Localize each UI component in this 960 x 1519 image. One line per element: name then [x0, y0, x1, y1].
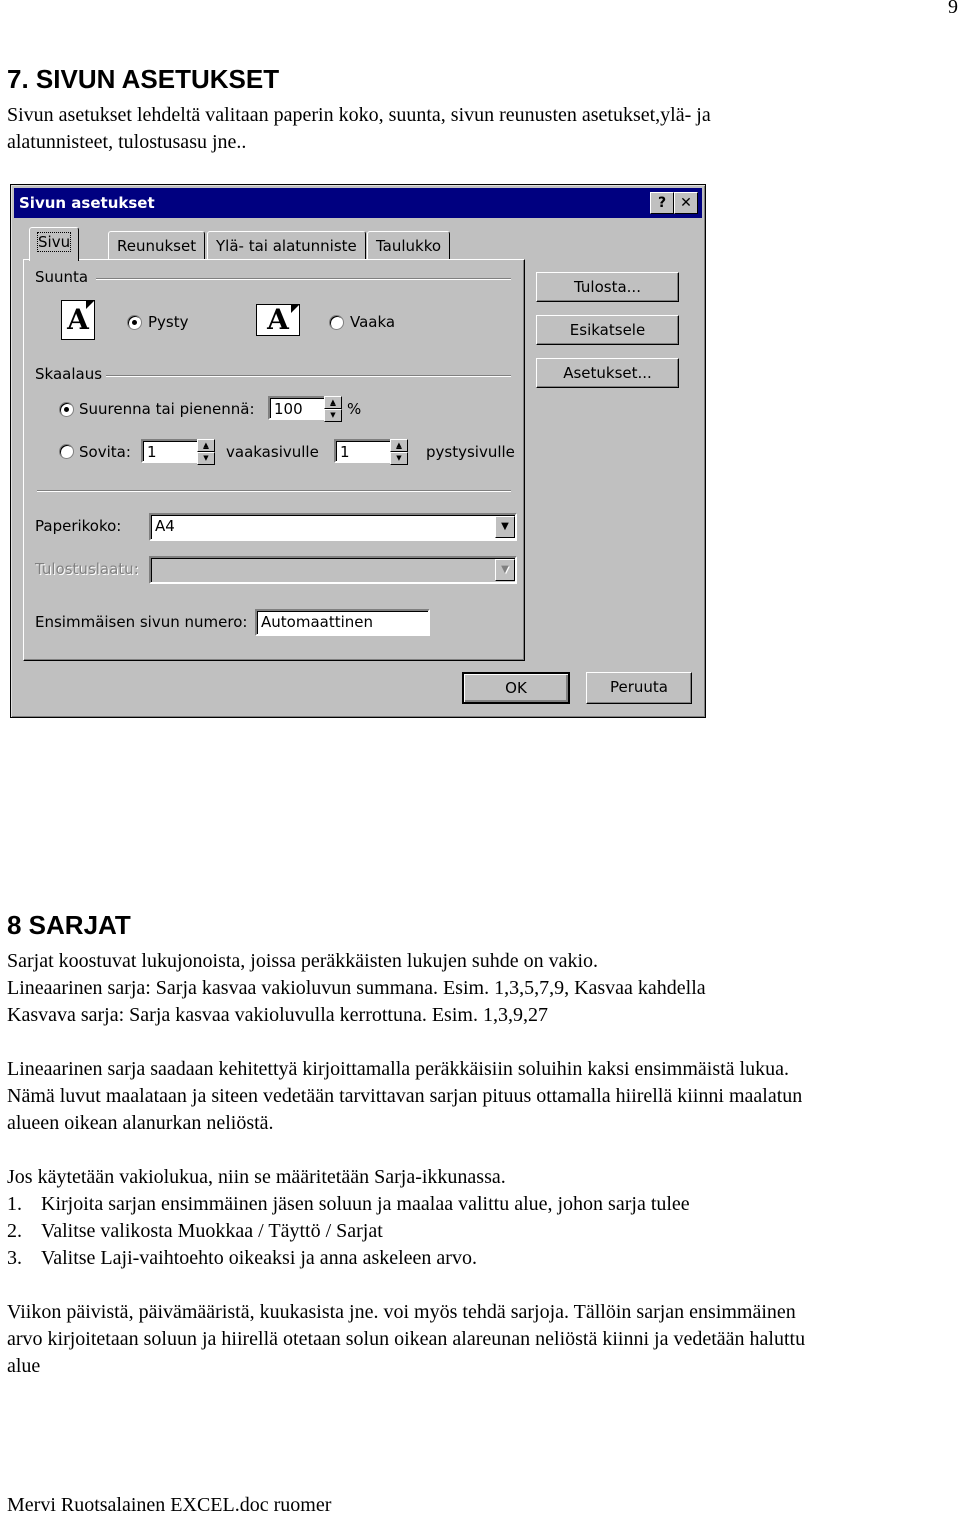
list-item: 1. Kirjoita sarjan ensimmäinen jäsen soluun ja maalaa valittu alue, johon sarja tulee: [7, 1193, 690, 1215]
tab-sivu[interactable]: Sivu: [29, 227, 79, 261]
text-line: alueen oikean alanurkan neliöstä.: [7, 1112, 274, 1134]
landscape-page-icon: A: [256, 304, 300, 336]
landscape-radio[interactable]: [329, 315, 344, 330]
chevron-down-icon[interactable]: ▼: [495, 516, 515, 538]
first-page-number-label: Ensimmäisen sivun numero:: [35, 613, 248, 631]
dialog-title: Sivun asetukset: [19, 194, 155, 212]
print-button[interactable]: Tulosta...: [536, 272, 679, 302]
spin-up-icon[interactable]: ▲: [390, 439, 408, 452]
text-line: Sarjat koostuvat lukujonoista, joissa peräkkäisten lukujen suhde on vakio.: [7, 950, 599, 972]
list-item: 3. Valitse Laji-vaihtoehto oikeaksi ja anna askeleen arvo.: [7, 1247, 477, 1269]
page-footer: Mervi Ruotsalainen EXCEL.doc ruomer: [7, 1494, 332, 1516]
dialog-titlebar: [14, 188, 702, 218]
preview-button[interactable]: Esikatsele: [536, 315, 679, 345]
text-line: arvo kirjoitetaan soluun ja hiirellä otetaan solun oikean alareunan neliöstä kiinni ja vedetään haluttu: [7, 1328, 806, 1350]
cancel-button[interactable]: Peruuta: [586, 672, 692, 704]
help-button[interactable]: ?: [650, 192, 674, 214]
first-page-number-input[interactable]: Automaattinen: [255, 609, 430, 636]
intro-line: Sivun asetukset lehdeltä valitaan paperin koko, suunta, sivun reunusten asetukset,ylä- ja: [7, 104, 711, 126]
fit-height-spinner[interactable]: [390, 439, 408, 463]
scale-percent-input[interactable]: 100: [268, 396, 328, 420]
scale-spinner[interactable]: [324, 396, 342, 420]
portrait-label[interactable]: Pysty: [148, 313, 189, 331]
pages-wide-label: vaakasivulle: [226, 443, 319, 461]
close-button[interactable]: ✕: [674, 192, 698, 214]
text-line: Nämä luvut maalataan ja siteen vedetään tarvittavan sarjan pituus ottamalla hiirellä kiinni maalatun: [7, 1085, 803, 1107]
text-line: alue: [7, 1355, 41, 1377]
portrait-radio[interactable]: [127, 315, 142, 330]
adjust-radio[interactable]: [59, 402, 74, 417]
intro-paragraph: [7, 102, 957, 156]
list-item: 2. Valitse valikosta Muokkaa / Täyttö / Sarjat: [7, 1220, 383, 1242]
scaling-group-label: Skaalaus: [35, 365, 103, 383]
pages-tall-label: pystysivulle: [426, 443, 515, 461]
tab-panel: [23, 259, 525, 661]
paper-size-label: Paperikoko:: [35, 517, 122, 535]
tab-taulukko[interactable]: Taulukko: [367, 231, 450, 260]
portrait-page-icon: A: [61, 300, 95, 340]
tab-header-footer[interactable]: Ylä- tai alatunniste: [207, 231, 366, 260]
text-line: Jos käytetään vakiolukua, niin se määritetään Sarja-ikkunassa.: [7, 1166, 506, 1188]
text-line: Viikon päivistä, päivämääristä, kuukasista jne. voi myös tehdä sarjoja. Tällöin sarjan ensimmäinen: [7, 1301, 796, 1323]
options-button[interactable]: Asetukset...: [536, 358, 679, 388]
fit-width-input[interactable]: 1: [141, 439, 201, 463]
group-divider: [106, 375, 511, 377]
fit-height-input[interactable]: 1: [334, 439, 394, 463]
section-heading: 8 SARJAT: [7, 910, 131, 940]
fit-label[interactable]: Sovita:: [79, 443, 131, 461]
spin-down-icon[interactable]: ▼: [324, 409, 342, 422]
text-line: Lineaarinen sarja saadaan kehitettyä kirjoittamalla peräkkäisiin soluihin kaksi ensimmäistä lukua.: [7, 1058, 789, 1080]
fit-width-spinner[interactable]: [197, 439, 215, 463]
group-divider: [96, 278, 511, 280]
orientation-group-label: Suunta: [35, 268, 89, 286]
intro-line: alatunnisteet, tulostusasu jne..: [7, 131, 247, 153]
chevron-down-icon[interactable]: ▼: [495, 559, 515, 581]
adjust-label[interactable]: Suurenna tai pienennä:: [79, 400, 255, 418]
series-body: [7, 948, 957, 1380]
group-divider: [37, 490, 511, 492]
print-quality-label: Tulostuslaatu:: [35, 560, 139, 578]
spin-down-icon[interactable]: ▼: [390, 452, 408, 465]
tab-reunukset[interactable]: Reunukset: [108, 231, 205, 260]
landscape-label[interactable]: Vaaka: [350, 313, 396, 331]
spin-up-icon[interactable]: ▲: [197, 439, 215, 452]
percent-label: %: [347, 400, 362, 418]
ok-button[interactable]: OK: [462, 672, 570, 704]
fit-radio[interactable]: [59, 444, 74, 459]
text-line: Lineaarinen sarja: Sarja kasvaa vakioluvun summana. Esim. 1,3,5,7,9, Kasvaa kahdella: [7, 977, 706, 999]
spin-down-icon[interactable]: ▼: [197, 452, 215, 465]
text-line: Kasvava sarja: Sarja kasvaa vakioluvulla kerrottuna. Esim. 1,3,9,27: [7, 1004, 548, 1026]
print-quality-select[interactable]: [149, 556, 517, 584]
page-setup-dialog: [10, 184, 706, 718]
section-heading: 7. SIVUN ASETUKSET: [7, 64, 280, 94]
page-number: 9: [948, 0, 958, 18]
paper-size-select[interactable]: A4: [149, 513, 517, 541]
spin-up-icon[interactable]: ▲: [324, 396, 342, 409]
